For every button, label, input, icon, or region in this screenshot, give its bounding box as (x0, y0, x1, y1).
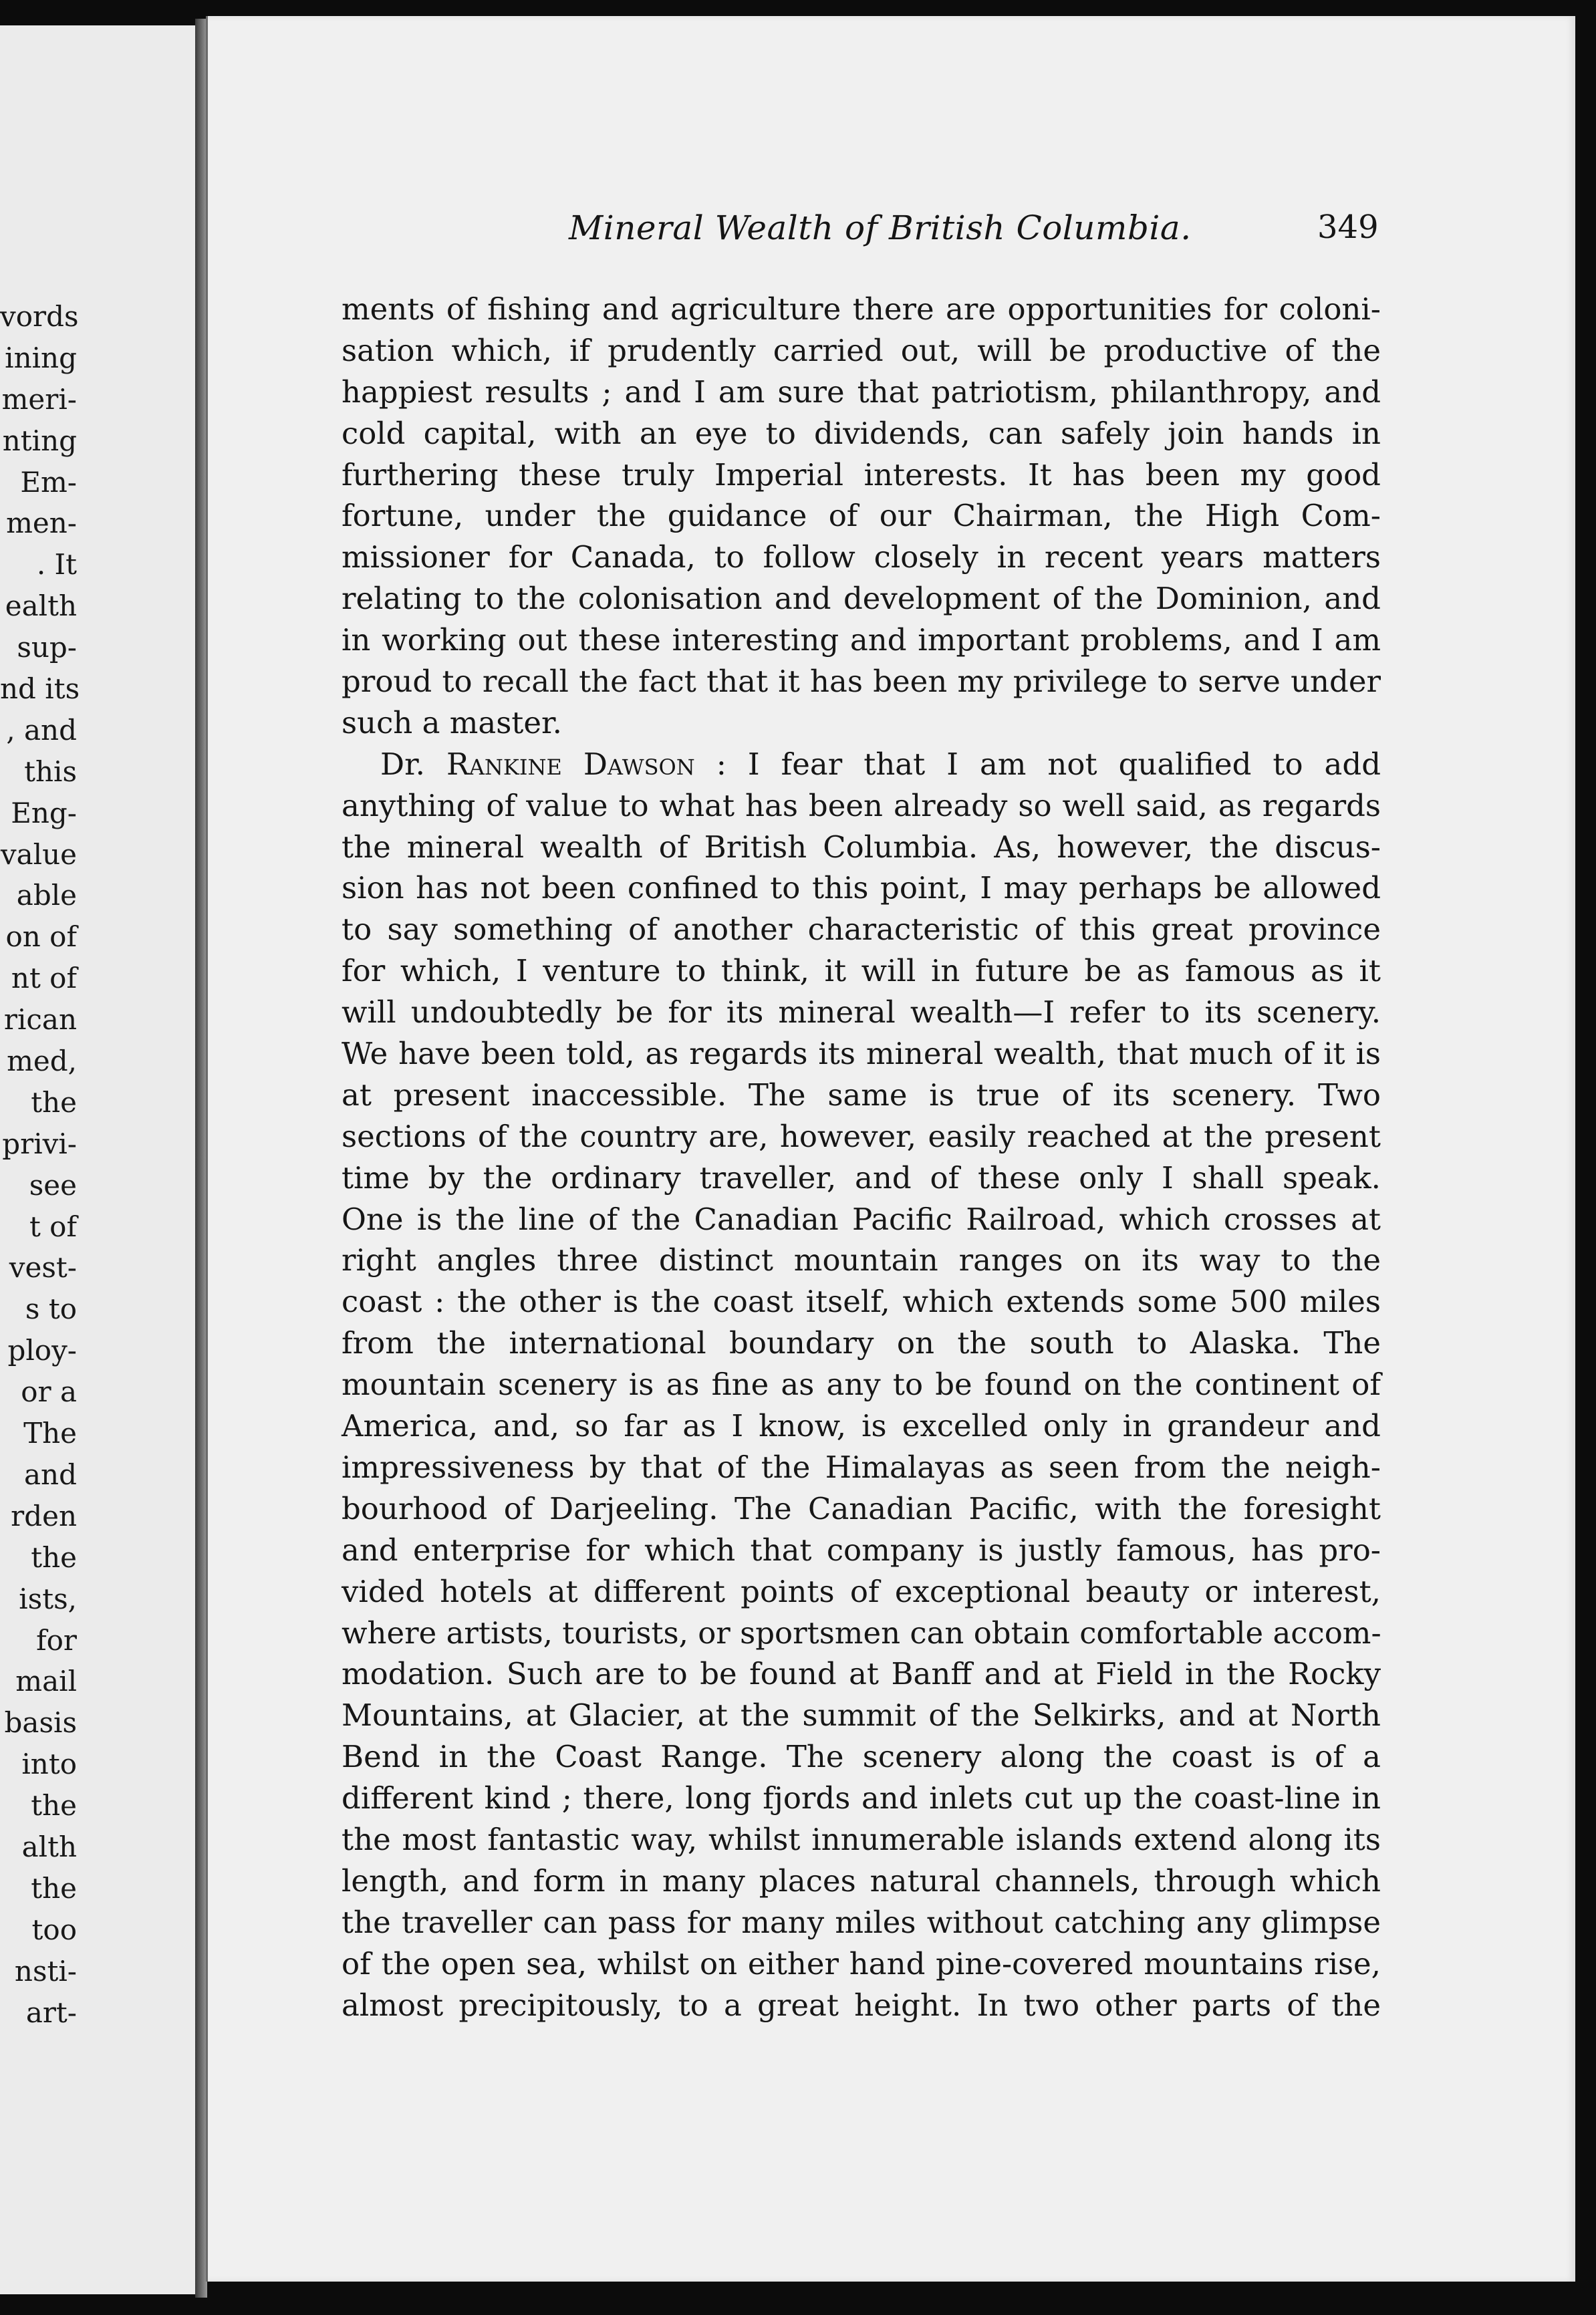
text-line: fortune, under the guidance of our Chairman, the High Com- (342, 498, 1381, 534)
left-line-fragment: Eng- (11, 796, 77, 829)
left-line-fragment: the (31, 1871, 77, 1905)
text-line: furthering these truly Imperial interests. It has been my good (342, 456, 1381, 493)
text-line: sation which, if prudently carried out, will be productive of the (342, 332, 1381, 368)
paragraph-2 (342, 744, 1381, 2026)
text-line: the traveller can pass for many miles without catching any glimpse (342, 1904, 1381, 1940)
text-line: of the open sea, whilst on either hand pine-covered mountains rise, (342, 1945, 1381, 1982)
text-line: ments of fishing and agriculture there are opportunities for coloni- (342, 291, 1381, 327)
text-line: relating to the colonisation and development of the Dominion, and (342, 581, 1381, 617)
text-line: cold capital, with an eye to dividends, can safely join hands in (342, 415, 1381, 451)
left-line-fragment: vest- (9, 1251, 77, 1284)
left-line-fragment: Em- (20, 465, 77, 499)
left-page (0, 25, 199, 2294)
left-line-fragment: . It (36, 548, 77, 581)
paragraph-2-lines (342, 785, 1381, 2026)
left-line-fragment: nt of (11, 962, 77, 995)
left-line-fragment: ists, (19, 1582, 77, 1615)
left-line-fragment: mail (15, 1665, 77, 1698)
left-line-fragment: s to (25, 1292, 77, 1326)
text-line: the mineral wealth of British Columbia. As, however, the discus- (342, 829, 1381, 865)
left-line-fragment: t of (29, 1210, 77, 1243)
page-number: 349 (1317, 209, 1379, 246)
left-page-text-fragments (0, 296, 80, 2033)
left-line-fragment: The (23, 1417, 77, 1450)
first-line-rest: : I fear that I am not qualified to add (694, 746, 1381, 782)
text-line: from the international boundary on the south to Alaska. The (342, 1325, 1381, 1361)
text-line: happiest results ; and I am sure that patriotism, philanthropy, and (342, 374, 1381, 410)
body-text (342, 289, 1381, 2026)
text-line: for which, I venture to think, it will in future be as famous as it (342, 953, 1381, 989)
text-line: right angles three distinct mountain ranges on its way to the (342, 1242, 1381, 1278)
text-line: mountain scenery is as fine as any to be found on the continent of (342, 1367, 1381, 1403)
paragraph-2-first-line (342, 744, 1381, 785)
text-line: proud to recall the fact that it has been my privilege to serve under (342, 664, 1381, 700)
left-line-fragment: see (29, 1168, 77, 1202)
text-line: such a master. (342, 704, 562, 740)
speaker-name: Rankine Dawson (446, 746, 695, 782)
left-line-fragment: able (16, 879, 77, 912)
text-line: missioner for Canada, to follow closely in recent years matters (342, 539, 1381, 575)
left-line-fragment: too (31, 1913, 77, 1946)
left-line-fragment: this (24, 755, 77, 788)
text-line: in working out these interesting and important problems, and I am (342, 622, 1381, 658)
left-line-fragment: and (24, 1458, 77, 1491)
left-line-fragment: for (36, 1623, 77, 1657)
text-line: will undoubtedly be for its mineral wealth—I refer to its scenery. (342, 994, 1381, 1031)
text-line: vided hotels at different points of exceptional beauty or interest, (342, 1573, 1381, 1609)
text-line: America, and, so far as I know, is excelled only in grandeur and (342, 1408, 1381, 1444)
text-line: sections of the country are, however, easily reached at the present (342, 1118, 1381, 1154)
text-line: One is the line of the Canadian Pacific Railroad, which crosses at (342, 1201, 1381, 1237)
text-line: coast : the other is the coast itself, which extends some 500 miles (342, 1284, 1381, 1320)
text-line: impressiveness by that of the Himalayas as seen from the neigh- (342, 1449, 1381, 1485)
left-line-fragment: , and (6, 713, 77, 746)
right-page (206, 16, 1575, 2282)
left-line-fragment: basis (4, 1706, 77, 1740)
speaker-prefix: Dr. (380, 746, 446, 782)
left-line-fragment: the (31, 1540, 77, 1574)
left-line-fragment: the (31, 1789, 77, 1822)
left-line-fragment: privi- (2, 1127, 77, 1160)
text-line: where artists, tourists, or sportsmen can obtain comfortable accom- (342, 1615, 1381, 1651)
left-line-fragment: ealth (5, 589, 77, 623)
text-line: length, and form in many places natural channels, through which (342, 1863, 1381, 1899)
left-line-fragment: sup- (17, 631, 77, 664)
text-line: Mountains, at Glacier, at the summit of the Selkirks, and at North (342, 1697, 1381, 1734)
left-line-fragment: ploy- (7, 1334, 77, 1367)
text-line: Bend in the Coast Range. The scenery along the coast is of a (342, 1739, 1381, 1775)
left-line-fragment: art- (25, 1996, 77, 2029)
text-line: time by the ordinary traveller, and of these only I shall speak. (342, 1160, 1381, 1196)
running-title: Mineral Wealth of British Columbia. (569, 209, 1192, 247)
text-line: anything of value to what has been already so well said, as regards (342, 787, 1381, 823)
left-line-fragment: or a (21, 1375, 77, 1409)
left-line-fragment: the (31, 1085, 77, 1119)
paragraph-1 (342, 289, 1381, 744)
left-line-fragment: meri- (1, 382, 77, 416)
text-line: bourhood of Darjeeling. The Canadian Pacific, with the foresight (342, 1490, 1381, 1526)
left-line-fragment: med, (7, 1045, 77, 1078)
left-line-fragment: rden (11, 1499, 77, 1532)
text-line: and enterprise for which that company is justly famous, has pro- (342, 1532, 1381, 1568)
page-header (208, 196, 1575, 250)
left-line-fragment: ining (5, 341, 77, 374)
text-line: modation. Such are to be found at Banff and at Field in the Rocky (342, 1656, 1381, 1692)
left-line-fragment: nsti- (14, 1954, 77, 1988)
text-line: the most fantastic way, whilst innumerable islands extend along its (342, 1821, 1381, 1857)
left-line-fragment: nd its (0, 672, 80, 706)
left-line-fragment: nting (2, 424, 77, 457)
left-line-fragment: into (21, 1748, 77, 1781)
text-line: to say something of another characteristic of this great province (342, 912, 1381, 948)
text-line: We have been told, as regards its mineral wealth, that much of it is (342, 1036, 1381, 1072)
left-line-fragment: value (0, 837, 77, 871)
left-line-fragment: rican (3, 1003, 77, 1037)
text-line: sion has not been confined to this point, I may perhaps be allowed (342, 870, 1381, 906)
left-line-fragment: on of (5, 920, 77, 954)
left-line-fragment: alth (21, 1830, 77, 1863)
text-line: almost precipitously, to a great height. In two other parts of the (342, 1987, 1381, 2023)
left-line-fragment: men- (6, 507, 77, 540)
text-line: different kind ; there, long fjords and inlets cut up the coast-line in (342, 1780, 1381, 1816)
left-line-fragment: vords (0, 300, 79, 333)
text-line: at present inaccessible. The same is true of its scenery. Two (342, 1077, 1381, 1113)
